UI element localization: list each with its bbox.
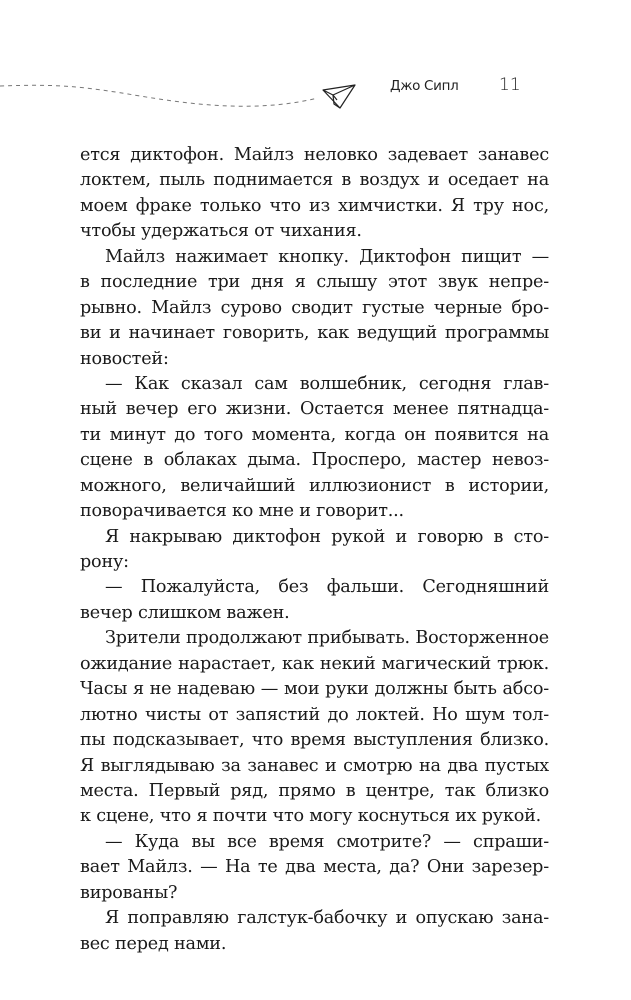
text-line: моем фраке только что из химчистки. Я тру нос,	[80, 195, 549, 216]
body-text	[80, 143, 549, 957]
text-line: новостей:	[80, 348, 169, 369]
text-line: чтобы удержаться от чихания.	[80, 221, 362, 242]
paper-plane-icon	[323, 85, 355, 108]
text-line: Я поправляю галстук-бабочку и опускаю зана-	[105, 908, 549, 929]
text-line: вес перед нами.	[80, 933, 227, 954]
text-line: ожидание нарастает, как некий магический трюк.	[80, 653, 549, 674]
page-number: 11	[499, 75, 521, 95]
text-line: вает Майлз. — На те два места, да? Они зарезер-	[80, 857, 549, 878]
text-line: ти минут до того момента, когда он появится на	[80, 424, 549, 445]
text-line: локтем, пыль поднимается в воздух и оседает на	[80, 170, 549, 191]
text-line: — Куда вы все время смотрите? — спраши-	[105, 831, 549, 852]
text-line: сцене в облаках дыма. Просперо, мастер невоз-	[80, 450, 549, 471]
text-line: в последние три дня я слышу этот звук непре-	[80, 272, 549, 293]
text-line: — Пожалуйста, без фальши. Сегодняшний	[105, 577, 549, 598]
text-line: к сцене, что я почти что могу коснуться их рукой.	[80, 806, 542, 827]
text-line: Я выглядываю за занавес и смотрю на два пустых	[80, 755, 549, 776]
text-line: — Как сказал сам волшебник, сегодня глав-	[105, 373, 549, 394]
text-line: пы подсказывает, что время выступления близко.	[80, 730, 549, 751]
text-line: можного, величайший иллюзионист в истории,	[80, 475, 549, 496]
text-line: Зрители продолжают прибывать. Восторженное	[105, 628, 549, 649]
text-line: поворачивается ко мне и говорит...	[80, 501, 404, 522]
text-line: лютно чисты от запястий до локтей. Но шум тол-	[80, 704, 549, 725]
text-line: ви и начинает говорить, как ведущий программы	[80, 323, 549, 344]
text-line: ный вечер его жизни. Остается менее пятнадца-	[80, 399, 549, 420]
text-line: рону:	[80, 552, 129, 572]
text-line: Часы я не надеваю — мои руки должны быть абсо-	[80, 679, 549, 700]
text-line: рывно. Майлз сурово сводит густые черные бро-	[80, 297, 549, 318]
text-line: ется диктофон. Майлз неловко задевает занавес	[80, 145, 549, 165]
dashed-flight-path-with-paper-plane-icon	[0, 70, 370, 120]
text-line: вированы?	[80, 882, 178, 903]
text-line: вечер слишком важен.	[80, 602, 290, 623]
text-line: Я накрываю диктофон рукой и говорю в сто-	[105, 526, 549, 547]
text-line: места. Первый ряд, прямо в центре, так близко	[80, 780, 549, 801]
text-line: Майлз нажимает кнопку. Диктофон пищит —	[105, 246, 549, 267]
running-header-author: Джо Сипл	[390, 78, 459, 94]
dashed-flight-path	[0, 85, 318, 106]
